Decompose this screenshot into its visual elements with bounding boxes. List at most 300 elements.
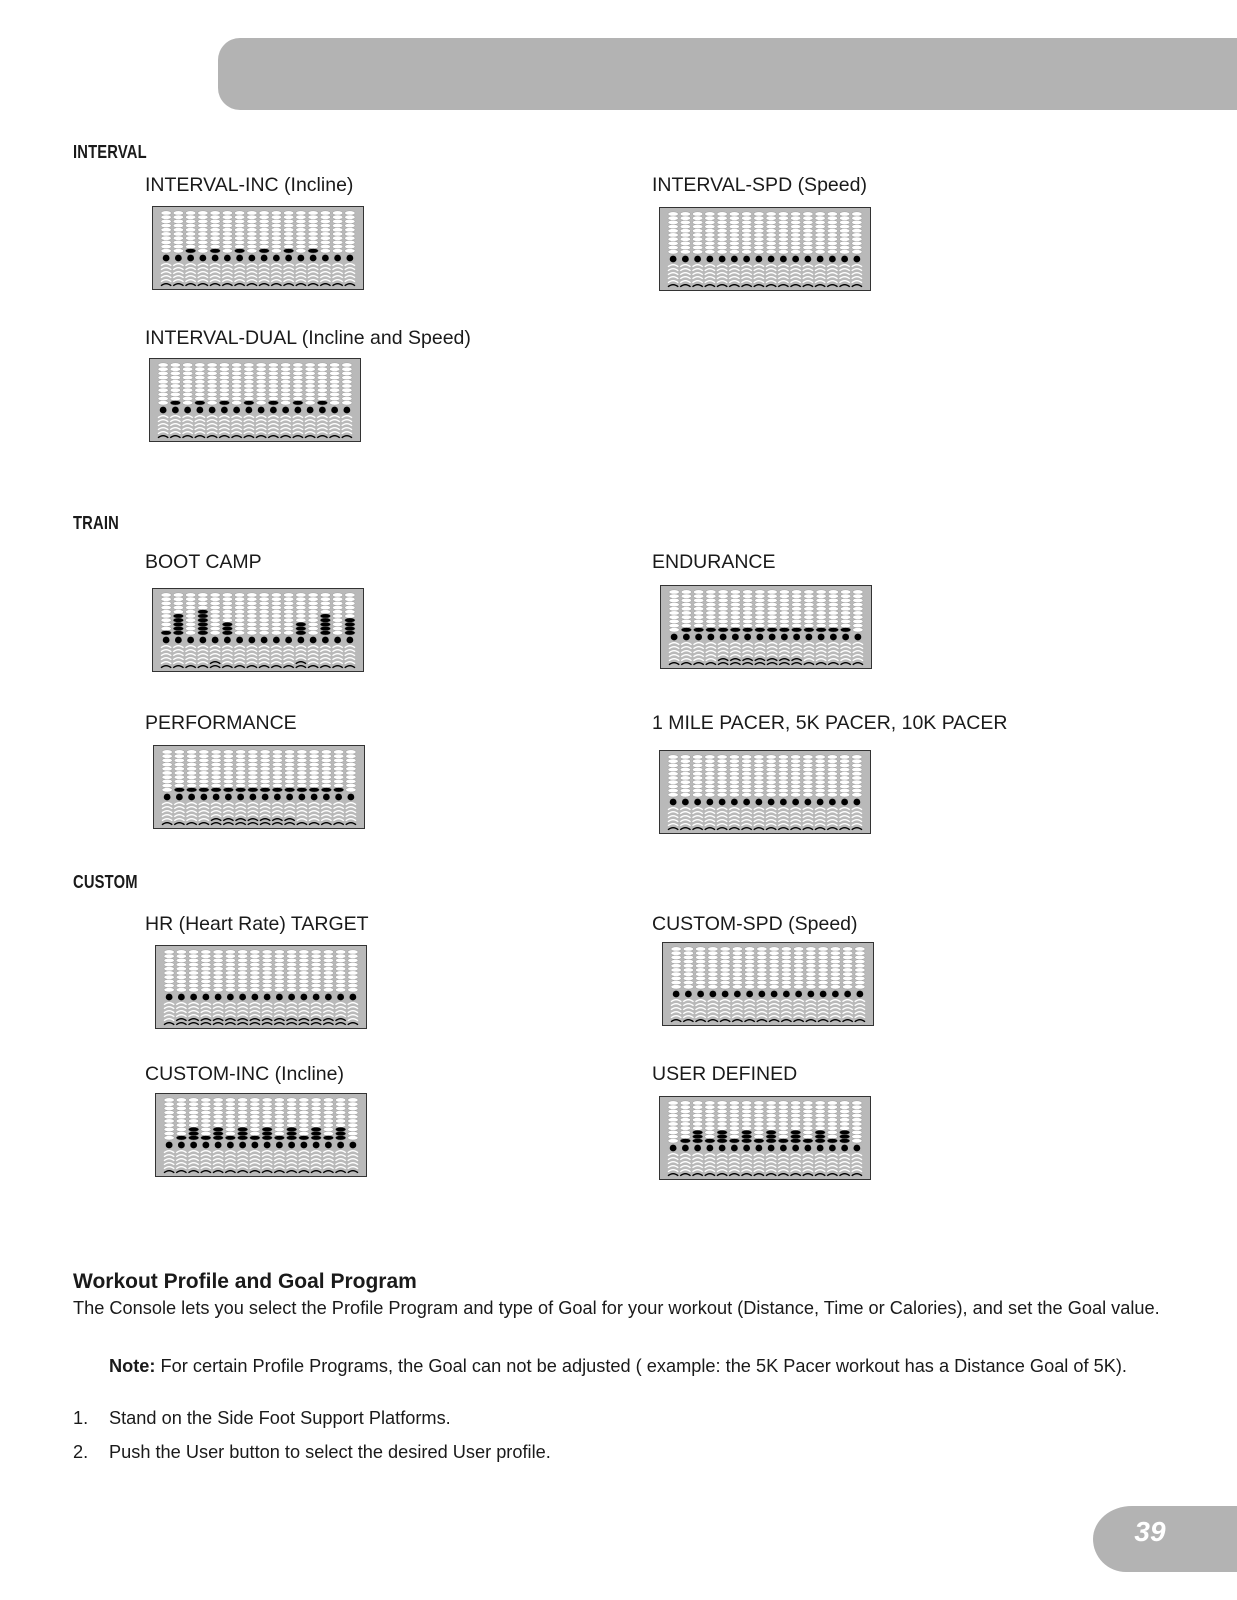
incline-dot (852, 1113, 862, 1117)
incline-dot (201, 958, 211, 962)
incline-dot (248, 771, 258, 775)
incline-dot (830, 985, 840, 989)
incline-dot (173, 622, 183, 626)
baseline-dot (178, 994, 185, 1001)
speed-dot (804, 663, 814, 665)
incline-dot (256, 375, 266, 379)
incline-dot (321, 775, 331, 779)
incline-dot (283, 626, 293, 630)
incline-dot (729, 784, 739, 788)
speed-dot (668, 269, 678, 271)
speed-dot (793, 1008, 803, 1010)
incline-dot (271, 223, 281, 227)
speed-dot (268, 416, 278, 418)
incline-dot (816, 594, 826, 598)
speed-dot (317, 432, 327, 434)
speed-dot (225, 1155, 235, 1157)
baseline-dot (804, 256, 811, 263)
incline-dot (219, 384, 229, 388)
speed-dot (210, 646, 220, 648)
baseline-dot (670, 256, 677, 263)
incline-dot (199, 779, 209, 783)
incline-dot (280, 388, 290, 392)
incline-dot (827, 237, 837, 241)
incline-dot (818, 972, 828, 976)
speed-dot (742, 647, 752, 649)
incline-dot (244, 401, 254, 405)
incline-dot (778, 776, 788, 780)
speed-dot (198, 272, 208, 274)
speed-dot (793, 1004, 803, 1006)
incline-dot (199, 775, 209, 779)
speed-dot (296, 280, 306, 282)
incline-dot (234, 249, 244, 253)
incline-dot (268, 384, 278, 388)
incline-dot (732, 951, 742, 955)
speed-dot (729, 273, 739, 275)
speed-dot (769, 1016, 779, 1018)
speed-dot (705, 1174, 715, 1176)
incline-dot (247, 219, 257, 223)
speed-dot (173, 264, 183, 266)
incline-dot (332, 614, 342, 618)
speed-dot (766, 820, 776, 822)
speed-dot (284, 815, 294, 817)
incline-dot (790, 759, 800, 763)
baseline-dot (286, 794, 293, 801)
incline-dot (729, 241, 739, 245)
incline-dot (225, 1098, 235, 1102)
incline-dot (293, 396, 303, 400)
speed-dot (791, 663, 801, 665)
speed-dot (234, 650, 244, 652)
incline-dot (274, 954, 284, 958)
speed-dot (317, 416, 327, 418)
incline-dot (827, 1122, 837, 1126)
speed-dot (839, 281, 849, 283)
incline-dot (720, 968, 730, 972)
incline-dot (790, 1134, 800, 1138)
speed-dot (213, 1151, 223, 1153)
incline-dot (793, 968, 803, 972)
incline-dot (309, 767, 319, 771)
speed-dot (207, 436, 217, 438)
incline-dot (781, 959, 791, 963)
baseline-dot (694, 1145, 701, 1152)
incline-dot (283, 236, 293, 240)
incline-dot (210, 597, 220, 601)
incline-dot (311, 1102, 321, 1106)
baseline-dot (781, 634, 788, 641)
incline-dot (778, 1101, 788, 1105)
incline-dot (284, 754, 294, 758)
speed-dot (790, 1158, 800, 1160)
incline-dot (828, 628, 838, 632)
incline-dot (274, 1098, 284, 1102)
incline-dot (705, 229, 715, 233)
speed-dot (816, 643, 826, 645)
speed-dot (299, 1019, 309, 1021)
speed-dot (346, 803, 356, 805)
incline-dot (296, 219, 306, 223)
incline-dot (839, 763, 849, 767)
speed-dot (222, 276, 232, 278)
incline-dot (852, 793, 862, 797)
incline-dot (234, 211, 244, 215)
incline-dot (335, 1110, 345, 1114)
speed-dot (333, 823, 343, 825)
incline-dot (259, 614, 269, 618)
speed-dot (311, 1167, 321, 1169)
speed-dot (668, 273, 678, 275)
incline-dot (173, 597, 183, 601)
speed-dot (225, 1163, 235, 1165)
speed-dot (211, 811, 221, 813)
incline-dot (778, 763, 788, 767)
incline-dot (198, 215, 208, 219)
incline-dot (182, 367, 192, 371)
incline-dot (766, 229, 776, 233)
incline-dot (247, 631, 257, 635)
incline-dot (222, 618, 232, 622)
speed-dot (732, 1016, 742, 1018)
incline-dot (271, 219, 281, 223)
incline-dot (840, 628, 850, 632)
incline-dot (717, 216, 727, 220)
incline-dot (828, 598, 838, 602)
speed-dot (259, 280, 269, 282)
incline-dot (345, 601, 355, 605)
incline-dot (296, 223, 306, 227)
incline-dot (195, 367, 205, 371)
incline-dot (754, 1126, 764, 1130)
incline-dot (842, 951, 852, 955)
incline-dot (816, 623, 826, 627)
speed-dot (274, 1015, 284, 1017)
speed-dot (718, 659, 728, 661)
incline-dot (231, 367, 241, 371)
incline-dot (790, 1113, 800, 1117)
speed-dot (201, 1167, 211, 1169)
incline-dot (683, 972, 693, 976)
incline-dot (173, 601, 183, 605)
incline-dot (680, 1130, 690, 1134)
incline-dot (259, 626, 269, 630)
incline-dot (729, 233, 739, 237)
speed-dot (769, 1012, 779, 1014)
speed-dot (840, 651, 850, 653)
incline-dot (185, 236, 195, 240)
incline-dot (248, 775, 258, 779)
incline-dot (852, 237, 862, 241)
incline-dot (317, 401, 327, 405)
speed-dot (803, 269, 813, 271)
incline-dot (729, 216, 739, 220)
speed-dot (186, 811, 196, 813)
speed-dot (855, 1012, 865, 1014)
incline-dot (213, 1131, 223, 1135)
speed-dot (741, 273, 751, 275)
speed-dot (692, 1162, 702, 1164)
speed-dot (213, 1163, 223, 1165)
speed-dot (176, 1151, 186, 1153)
incline-dot (286, 1115, 296, 1119)
incline-dot (237, 983, 247, 987)
speed-dot (188, 1015, 198, 1017)
speed-dot (259, 658, 269, 660)
incline-dot (293, 392, 303, 396)
incline-dot (790, 212, 800, 216)
incline-dot (346, 783, 356, 787)
incline-dot (717, 250, 727, 254)
incline-dot (705, 1118, 715, 1122)
speed-dot (803, 808, 813, 810)
incline-dot (815, 772, 825, 776)
speed-dot (195, 416, 205, 418)
incline-dot (262, 954, 272, 958)
incline-dot (237, 1102, 247, 1106)
speed-dot (271, 658, 281, 660)
incline-dot (250, 1131, 260, 1135)
speed-dot (839, 820, 849, 822)
incline-dot (730, 615, 740, 619)
incline-dot (791, 607, 801, 611)
incline-dot (346, 754, 356, 758)
incline-dot (769, 959, 779, 963)
incline-dot (815, 759, 825, 763)
incline-dot (754, 1113, 764, 1117)
incline-dot (260, 767, 270, 771)
speed-dot (256, 416, 266, 418)
incline-dot (755, 611, 765, 615)
speed-dot (828, 643, 838, 645)
incline-dot (705, 793, 715, 797)
incline-dot (730, 598, 740, 602)
incline-dot (692, 250, 702, 254)
incline-dot (188, 979, 198, 983)
incline-dot (769, 955, 779, 959)
baseline-dot (237, 794, 244, 801)
incline-dot (213, 1102, 223, 1106)
incline-dot (333, 758, 343, 762)
incline-dot (296, 597, 306, 601)
speed-dot (250, 1159, 260, 1161)
incline-dot (335, 1123, 345, 1127)
speed-dot (793, 1000, 803, 1002)
baseline-dot (697, 991, 704, 998)
incline-dot (680, 233, 690, 237)
incline-dot (235, 762, 245, 766)
incline-dot (828, 594, 838, 598)
speed-dot (828, 663, 838, 665)
speed-dot (345, 662, 355, 664)
incline-dot (680, 1101, 690, 1105)
incline-dot (225, 1115, 235, 1119)
incline-dot (705, 776, 715, 780)
speed-dot (803, 824, 813, 826)
incline-dot (247, 244, 257, 248)
speed-dot (186, 819, 196, 821)
incline-dot (207, 367, 217, 371)
speed-dot (234, 666, 244, 668)
speed-dot (158, 420, 168, 422)
incline-dot (170, 384, 180, 388)
incline-dot (244, 380, 254, 384)
incline-dot (705, 224, 715, 228)
baseline-dot (334, 255, 341, 262)
incline-dot (213, 1136, 223, 1140)
speed-dot (332, 654, 342, 656)
incline-dot (335, 1106, 345, 1110)
incline-dot (781, 955, 791, 959)
speed-dot (284, 807, 294, 809)
speed-dot (309, 819, 319, 821)
speed-dot (827, 281, 837, 283)
speed-dot (345, 666, 355, 668)
incline-dot (274, 971, 284, 975)
speed-dot (781, 1004, 791, 1006)
speed-dot (198, 284, 208, 286)
incline-dot (741, 1122, 751, 1126)
speed-dot (323, 1007, 333, 1009)
incline-dot (839, 1118, 849, 1122)
baseline-dot (830, 634, 837, 641)
speed-dot (219, 424, 229, 426)
incline-dot (345, 219, 355, 223)
speed-dot (790, 281, 800, 283)
speed-dot (271, 264, 281, 266)
baseline-dot (853, 1145, 860, 1152)
incline-dot (803, 1118, 813, 1122)
incline-dot (286, 958, 296, 962)
incline-dot (717, 1126, 727, 1130)
incline-dot (693, 607, 703, 611)
incline-dot (271, 249, 281, 253)
baseline-dot (734, 991, 741, 998)
incline-dot (842, 959, 852, 963)
speed-dot (286, 1167, 296, 1169)
incline-dot (842, 972, 852, 976)
speed-dot (668, 1174, 678, 1176)
baseline-dot (236, 637, 243, 644)
speed-dot (818, 1016, 828, 1018)
incline-dot (173, 211, 183, 215)
speed-dot (815, 828, 825, 830)
incline-dot (247, 593, 257, 597)
incline-dot (256, 388, 266, 392)
speed-dot (705, 824, 715, 826)
speed-dot (250, 1151, 260, 1153)
speed-dot (272, 807, 282, 809)
baseline-dot (248, 637, 255, 644)
incline-dot (815, 1134, 825, 1138)
speed-dot (342, 436, 352, 438)
incline-dot (744, 980, 754, 984)
speed-dot (272, 819, 282, 821)
speed-dot (271, 268, 281, 270)
incline-dot (256, 392, 266, 396)
incline-dot (840, 590, 850, 594)
speed-dot (321, 815, 331, 817)
program-title-performance: PERFORMANCE (145, 712, 297, 734)
incline-dot (274, 1119, 284, 1123)
speed-dot (185, 264, 195, 266)
speed-dot (348, 1019, 358, 1021)
incline-dot (247, 232, 257, 236)
incline-dot (223, 754, 233, 758)
incline-dot (769, 964, 779, 968)
incline-dot (692, 245, 702, 249)
incline-dot (335, 1127, 345, 1131)
speed-dot (680, 277, 690, 279)
incline-dot (729, 1134, 739, 1138)
incline-dot (283, 605, 293, 609)
speed-dot (766, 1154, 776, 1156)
speed-dot (207, 420, 217, 422)
incline-dot (158, 371, 168, 375)
speed-dot (234, 264, 244, 266)
incline-dot (769, 947, 779, 951)
baseline-dot (239, 1142, 246, 1149)
speed-dot (308, 658, 318, 660)
speed-dot (766, 816, 776, 818)
incline-dot (186, 754, 196, 758)
speed-dot (803, 1158, 813, 1160)
speed-dot (695, 1008, 705, 1010)
baseline-dot (771, 991, 778, 998)
incline-dot (297, 758, 307, 762)
incline-dot (718, 594, 728, 598)
speed-dot (286, 1155, 296, 1157)
speed-dot (754, 281, 764, 283)
speed-dot (742, 643, 752, 645)
speed-dot (730, 651, 740, 653)
incline-dot (766, 784, 776, 788)
incline-dot (827, 767, 837, 771)
incline-dot (234, 614, 244, 618)
incline-dot (830, 964, 840, 968)
speed-dot (755, 659, 765, 661)
speed-dot (803, 812, 813, 814)
incline-dot (815, 245, 825, 249)
speed-dot (669, 647, 679, 649)
speed-dot (247, 650, 257, 652)
incline-dot (754, 1139, 764, 1143)
incline-dot (174, 779, 184, 783)
speed-dot (247, 284, 257, 286)
incline-dot (803, 216, 813, 220)
speed-dot (852, 1158, 862, 1160)
incline-dot (668, 233, 678, 237)
incline-dot (348, 988, 358, 992)
incline-dot (223, 775, 233, 779)
incline-dot (185, 244, 195, 248)
speed-dot (225, 1159, 235, 1161)
incline-dot (348, 975, 358, 979)
incline-dot (268, 388, 278, 392)
incline-dot (320, 610, 330, 614)
speed-dot (320, 272, 330, 274)
incline-dot (705, 1122, 715, 1126)
incline-dot (235, 767, 245, 771)
speed-dot (705, 265, 715, 267)
incline-dot (161, 622, 171, 626)
speed-dot (262, 1155, 272, 1157)
incline-dot (247, 622, 257, 626)
speed-dot (237, 1019, 247, 1021)
incline-dot (827, 220, 837, 224)
incline-dot (744, 964, 754, 968)
